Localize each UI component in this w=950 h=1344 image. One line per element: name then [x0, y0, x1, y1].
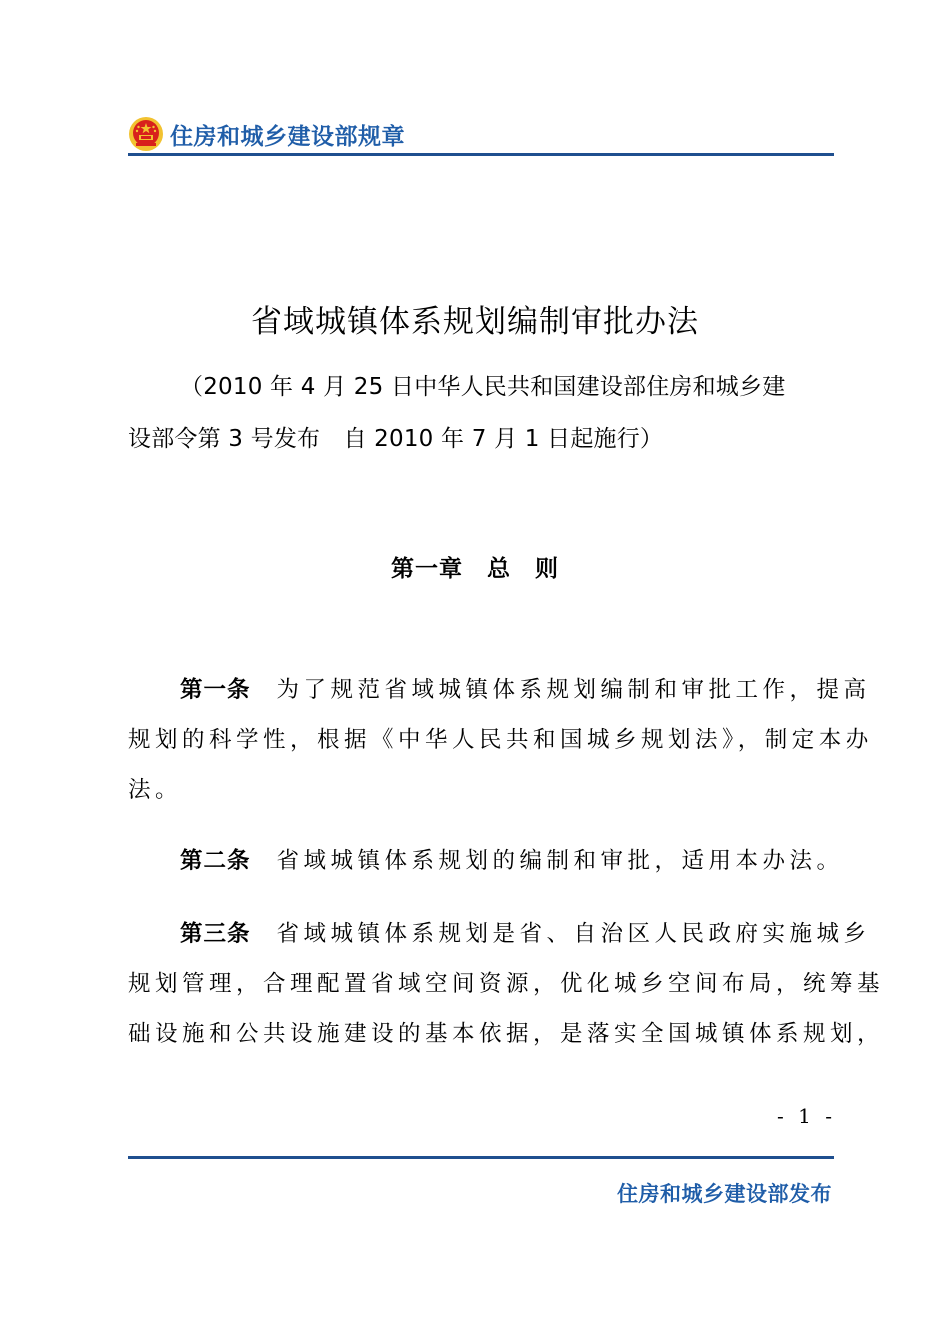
article-1-text: 为了规范省域城镇体系规划编制和审批工作，提高 [276, 677, 871, 703]
article-1-line-2: 规划的科学性，根据《中华人民共和国城乡规划法》，制定本办 [128, 727, 873, 753]
article-3-text: 省域城镇体系规划是省、自治区人民政府实施城乡 [276, 921, 871, 947]
article-1-line-1 [180, 672, 884, 704]
article-3-line-2: 规划管理，合理配置省域空间资源，优化城乡空间布局，统筹基 [128, 971, 885, 997]
article-2-text: 省域城镇体系规划的编制和审批，适用本办法。 [276, 848, 844, 874]
document-subtitle-line-1: （2010 年 4 月 25 日中华人民共和国建设部住房和城乡建 [180, 374, 786, 400]
article-1-label: 第一条 [180, 677, 251, 703]
article-2-label: 第二条 [180, 848, 251, 874]
chapter-heading: 第一章 总 则 [391, 556, 559, 582]
national-emblem-icon [128, 116, 164, 152]
page-number: - 1 - [777, 1104, 836, 1128]
document-subtitle-line-2: 设部令第 3 号发布 自 2010 年 7 月 1 日起施行） [128, 426, 664, 452]
article-3-line-3: 础设施和公共设施建设的基本依据，是落实全国城镇体系规划， [128, 1021, 885, 1047]
article-3-label: 第三条 [180, 921, 251, 947]
page-header [128, 114, 834, 158]
article-1-line-3: 法。 [128, 777, 183, 803]
header-title: 住房和城乡建设部规章 [170, 124, 405, 150]
document-title: 省域城镇体系规划编制审批办法 [251, 304, 699, 340]
header-divider [128, 153, 834, 156]
article-2-line-1 [180, 843, 884, 875]
footer-publisher: 住房和城乡建设部发布 [617, 1182, 832, 1206]
article-3-line-1 [180, 916, 884, 948]
footer-divider [128, 1156, 834, 1159]
